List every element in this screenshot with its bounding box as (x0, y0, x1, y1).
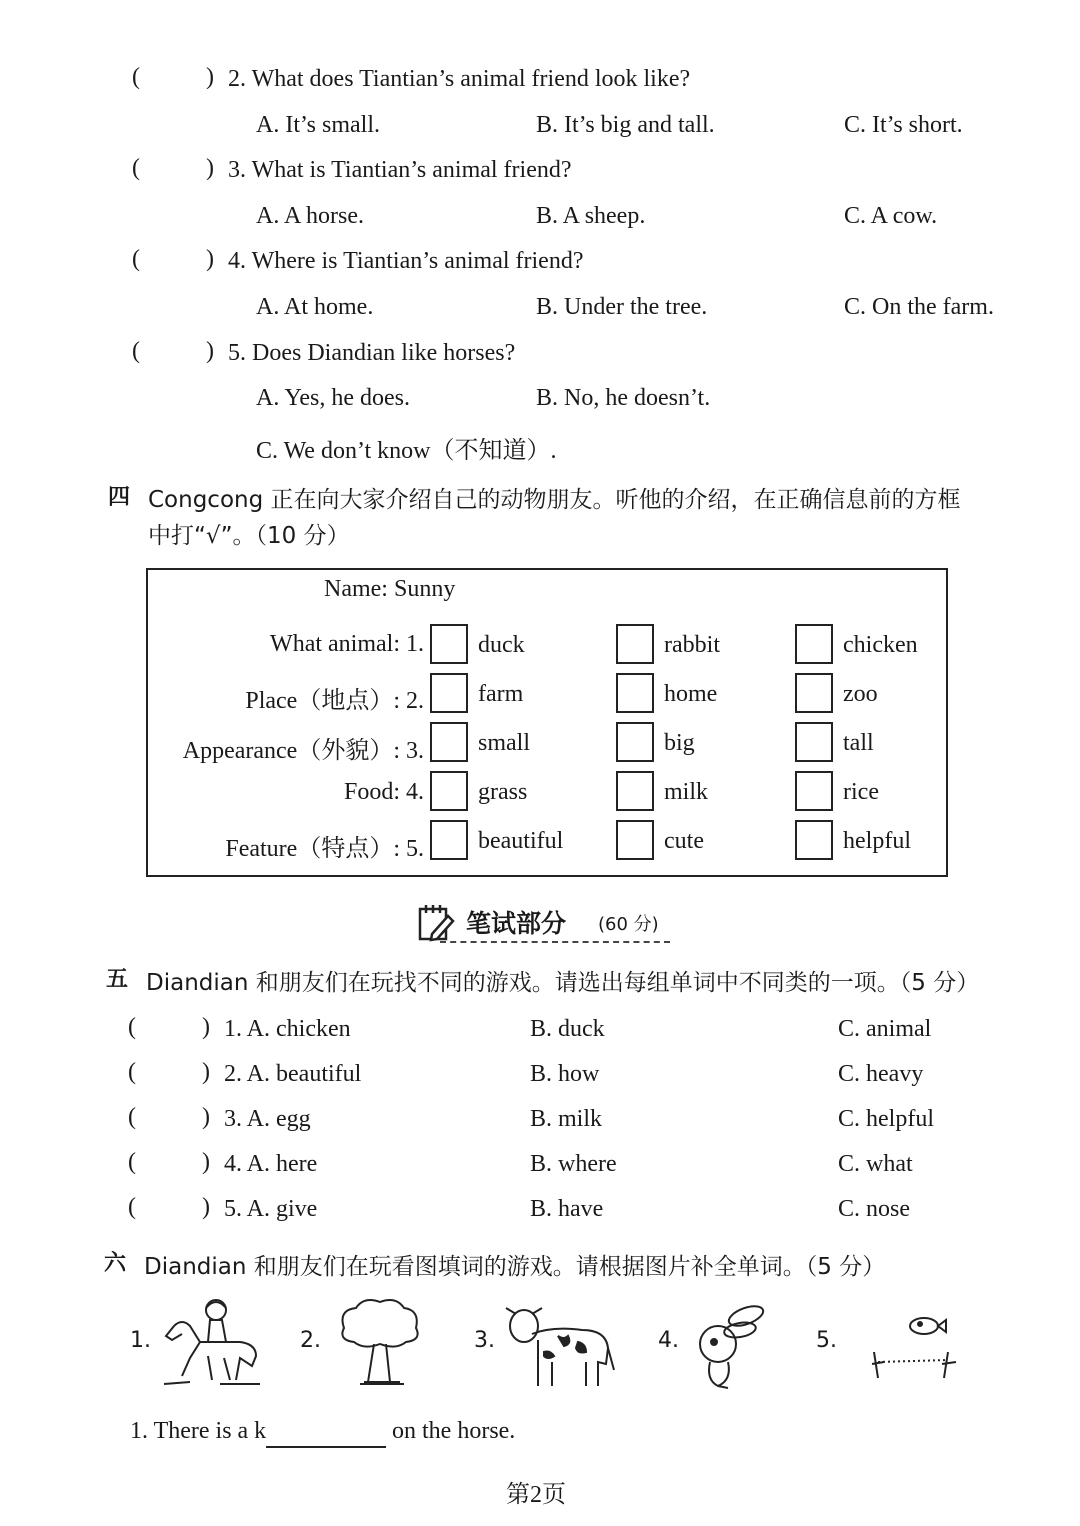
checkbox[interactable] (430, 624, 468, 664)
answer-paren-open[interactable]: ( (132, 64, 140, 90)
option-b: B. No, he doesn’t. (536, 385, 711, 411)
row-label: Place（地点）: 2. (245, 688, 424, 714)
checkbox[interactable] (795, 673, 833, 713)
option-word: milk (664, 779, 709, 805)
answer-paren-close: ) (202, 1194, 210, 1220)
option-word: zoo (843, 681, 878, 707)
checkbox[interactable] (616, 722, 654, 762)
option-b: B. have (530, 1196, 604, 1222)
option-word: small (478, 730, 530, 756)
cow-icon (502, 1300, 618, 1392)
section-instruction: Diandian 和朋友们在玩找不同的游戏。请选出每组单词中不同类的一项。（5 分） (146, 970, 980, 996)
section-number: 六 (104, 1251, 127, 1276)
option-b: B. how (530, 1061, 600, 1087)
option-word: duck (478, 632, 525, 658)
question-text: 2. What does Tiantian’s animal friend look like? (228, 66, 691, 92)
answer-paren-close: ) (206, 338, 214, 364)
option-c: C. On the farm. (844, 294, 994, 320)
option-word: tall (843, 730, 874, 756)
option-word: chicken (843, 632, 918, 658)
question-text: 3. What is Tiantian’s animal friend? (228, 157, 572, 183)
option-word: home (664, 681, 718, 707)
sentence-suffix: on the horse. (392, 1418, 516, 1444)
checkbox[interactable] (616, 673, 654, 713)
checkbox[interactable] (430, 673, 468, 713)
kite-icon (862, 1312, 962, 1384)
option-b: B. A sheep. (536, 203, 646, 229)
answer-paren-open[interactable]: ( (128, 1149, 136, 1175)
pencil-note-icon (418, 904, 458, 942)
answer-paren-open[interactable]: ( (128, 1014, 136, 1040)
heading-underline (440, 941, 670, 943)
checkbox[interactable] (430, 722, 468, 762)
row-label: Food: 4. (343, 779, 424, 805)
checkbox[interactable] (430, 771, 468, 811)
written-title: 笔试部分 (466, 909, 567, 938)
option-word: helpful (843, 828, 911, 854)
name-line: Name: Sunny (324, 576, 456, 602)
section-instruction-line1: Congcong 正在向大家介绍自己的动物朋友。听他的介绍，在正确信息前的方框 (148, 487, 961, 513)
option-a: 2. A. beautiful (224, 1061, 362, 1087)
option-b: B. where (530, 1151, 617, 1177)
option-a: A. At home. (256, 294, 374, 320)
sentence-prefix: 1. There is a k (130, 1418, 267, 1444)
option-word: farm (478, 681, 524, 707)
option-b: B. It’s big and tall. (536, 112, 715, 138)
option-a: A. It’s small. (256, 112, 380, 138)
answer-paren-open[interactable]: ( (132, 338, 140, 364)
option-c: C. A cow. (844, 203, 938, 229)
rabbit-icon (688, 1300, 768, 1390)
option-word: big (664, 730, 695, 756)
pic-label: 2. (300, 1328, 321, 1353)
option-word: rabbit (664, 632, 720, 658)
answer-paren-open[interactable]: ( (132, 155, 140, 181)
written-score: (60 分) (598, 914, 659, 935)
row-label: Appearance（外貌）: 3. (182, 738, 424, 764)
checkbox[interactable] (616, 771, 654, 811)
answer-paren-close: ) (206, 64, 214, 90)
pic-label: 3. (474, 1328, 495, 1353)
option-b: B. duck (530, 1016, 605, 1042)
option-a: A. Yes, he does. (256, 385, 411, 411)
section-instruction: Diandian 和朋友们在玩看图填词的游戏。请根据图片补全单词。（5 分） (144, 1254, 886, 1280)
checkbox[interactable] (795, 722, 833, 762)
option-word: rice (843, 779, 879, 805)
option-a: 4. A. here (224, 1151, 318, 1177)
option-b: B. milk (530, 1106, 603, 1132)
option-c: C. heavy (838, 1061, 924, 1087)
fill-blank[interactable] (266, 1422, 386, 1448)
question-text: 4. Where is Tiantian’s animal friend? (228, 248, 584, 274)
checkbox[interactable] (616, 624, 654, 664)
section-number: 五 (106, 967, 129, 992)
answer-paren-close: ) (202, 1014, 210, 1040)
pic-label: 4. (658, 1328, 679, 1353)
option-c: C. animal (838, 1016, 932, 1042)
checkbox[interactable] (430, 820, 468, 860)
option-c: C. helpful (838, 1106, 934, 1132)
section-instruction-line2: 中打“√”。（10 分） (148, 523, 350, 549)
option-a: A. A horse. (256, 203, 364, 229)
answer-paren-open[interactable]: ( (128, 1194, 136, 1220)
row-label: Feature（特点）: 5. (225, 836, 424, 862)
answer-paren-close: ) (206, 155, 214, 181)
option-a: 3. A. egg (224, 1106, 311, 1132)
answer-paren-close: ) (202, 1104, 210, 1130)
option-a: 5. A. give (224, 1196, 318, 1222)
option-word: cute (664, 828, 704, 854)
option-word: beautiful (478, 828, 564, 854)
answer-paren-open[interactable]: ( (132, 246, 140, 272)
answer-paren-close: ) (206, 246, 214, 272)
option-c: C. nose (838, 1196, 910, 1222)
option-a: 1. A. chicken (224, 1016, 351, 1042)
girl-on-horse-icon (160, 1296, 264, 1388)
option-c: C. what (838, 1151, 913, 1177)
answer-paren-open[interactable]: ( (128, 1104, 136, 1130)
option-word: grass (478, 779, 528, 805)
checkbox[interactable] (795, 771, 833, 811)
option-c: C. It’s short. (844, 112, 963, 138)
option-c: C. We don’t know（不知道）. (256, 438, 557, 464)
answer-paren-open[interactable]: ( (128, 1059, 136, 1085)
checkbox[interactable] (616, 820, 654, 860)
checkbox[interactable] (795, 820, 833, 860)
answer-paren-close: ) (202, 1059, 210, 1085)
tree-icon (334, 1296, 424, 1388)
checkbox[interactable] (795, 624, 833, 664)
pic-label: 5. (816, 1328, 837, 1353)
page-number: 第2页 (506, 1482, 566, 1508)
section-number: 四 (108, 485, 131, 510)
pic-label: 1. (130, 1328, 151, 1353)
option-b: B. Under the tree. (536, 294, 708, 320)
row-label: What animal: 1. (270, 631, 424, 657)
question-text: 5. Does Diandian like horses? (228, 340, 516, 366)
answer-paren-close: ) (202, 1149, 210, 1175)
